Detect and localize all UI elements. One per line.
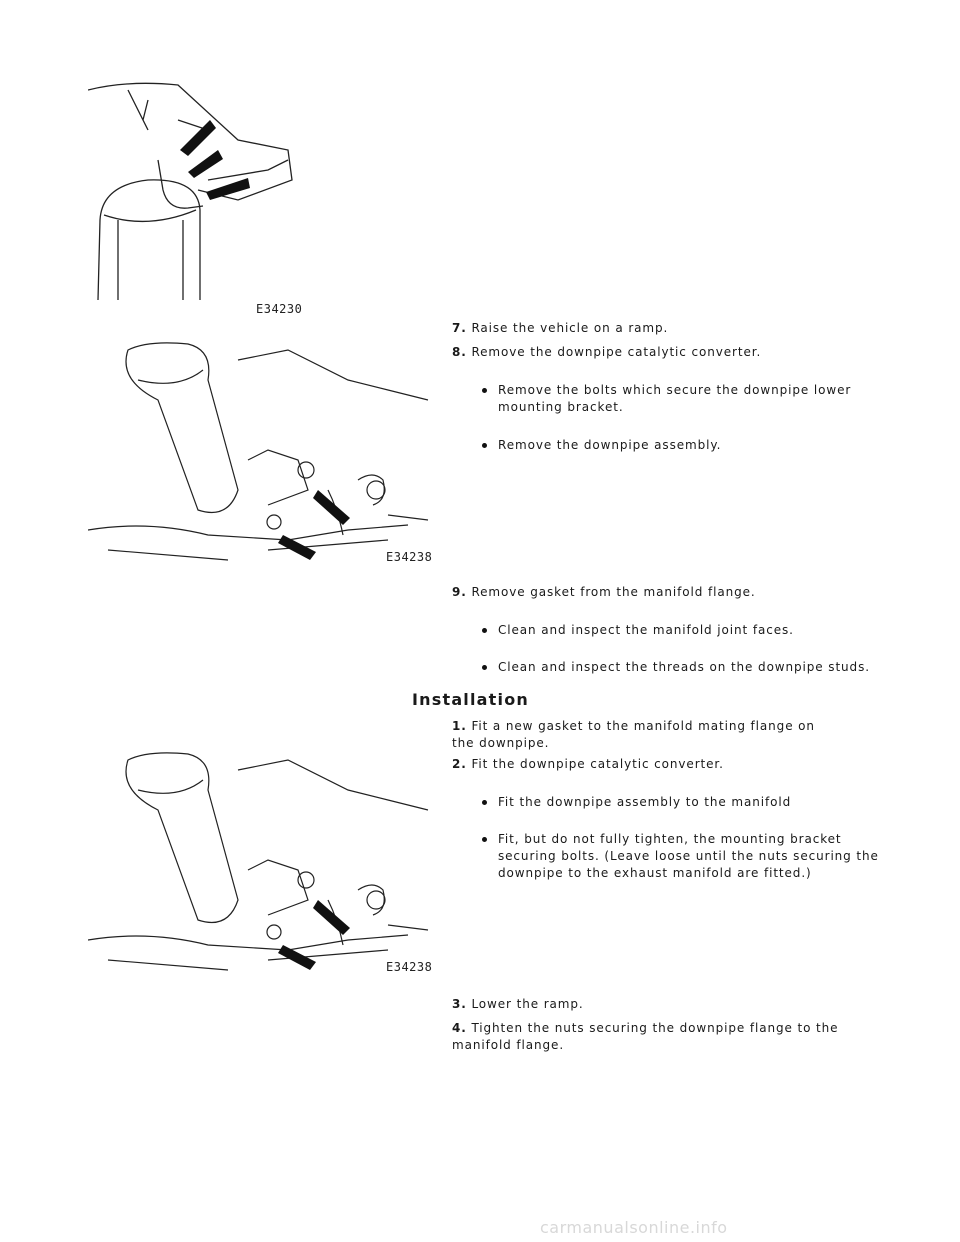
step-text: Fit the downpipe catalytic converter. (471, 757, 724, 771)
install-step-1 (452, 718, 832, 752)
step-7 (452, 320, 882, 337)
step-text: Remove the downpipe catalytic converter. (471, 345, 762, 359)
step-number: 4. (452, 1021, 467, 1035)
step-text: Fit a new gasket to the manifold mating flange on the downpipe. (452, 719, 815, 750)
step-8 (452, 344, 882, 361)
bullet-dot (482, 443, 487, 448)
bullet-text: Clean and inspect the threads on the downpipe studs. (498, 660, 870, 674)
install-step-2-bullet-2 (482, 831, 882, 882)
bullet-dot (482, 628, 487, 633)
step-9 (452, 584, 882, 601)
figure-code: E34238 (386, 550, 433, 564)
step-number: 8. (452, 345, 467, 359)
bullet-text: Fit, but do not fully tighten, the mounting bracket securing bolts. (Leave loose until the nuts securing the downpipe to the exhaust manifold are fitted.) (498, 832, 879, 880)
figure-downpipe-removal (88, 340, 448, 572)
step-number: 1. (452, 719, 467, 733)
figure-downpipe-installation (88, 750, 448, 982)
step-number: 2. (452, 757, 467, 771)
step-9-bullet-2 (482, 659, 882, 676)
step-8-bullet-2 (482, 437, 882, 454)
install-step-2-bullet-1 (482, 794, 882, 811)
downpipe-installation-illustration (88, 750, 448, 982)
installation-heading: Installation (412, 690, 529, 709)
bullet-text: Fit the downpipe assembly to the manifold (498, 795, 792, 809)
step-number: 9. (452, 585, 467, 599)
step-text: Raise the vehicle on a ramp. (471, 321, 669, 335)
install-step-3 (452, 996, 882, 1013)
step-text: Remove gasket from the manifold flange. (471, 585, 756, 599)
bullet-text: Clean and inspect the manifold joint faces. (498, 623, 794, 637)
watermark: carmanualsonline.info (540, 1218, 728, 1237)
figure-code: E34230 (256, 302, 303, 316)
bullet-dot (482, 388, 487, 393)
step-text: Lower the ramp. (471, 997, 584, 1011)
bullet-text: Remove the bolts which secure the downpipe lower mounting bracket. (498, 383, 852, 414)
install-step-2 (452, 756, 882, 773)
bullet-dot (482, 837, 487, 842)
downpipe-removal-illustration (88, 340, 448, 572)
bullet-dot (482, 800, 487, 805)
install-step-4 (452, 1020, 852, 1054)
step-number: 7. (452, 321, 467, 335)
figure-bracket-bolts (88, 80, 308, 320)
figure-code: E34238 (386, 960, 433, 974)
step-8-bullet-1 (482, 382, 882, 416)
step-number: 3. (452, 997, 467, 1011)
bullet-text: Remove the downpipe assembly. (498, 438, 722, 452)
bracket-bolts-illustration (88, 80, 308, 320)
bullet-dot (482, 665, 487, 670)
step-text: Tighten the nuts securing the downpipe flange to the manifold flange. (452, 1021, 839, 1052)
step-9-bullet-1 (482, 622, 882, 639)
